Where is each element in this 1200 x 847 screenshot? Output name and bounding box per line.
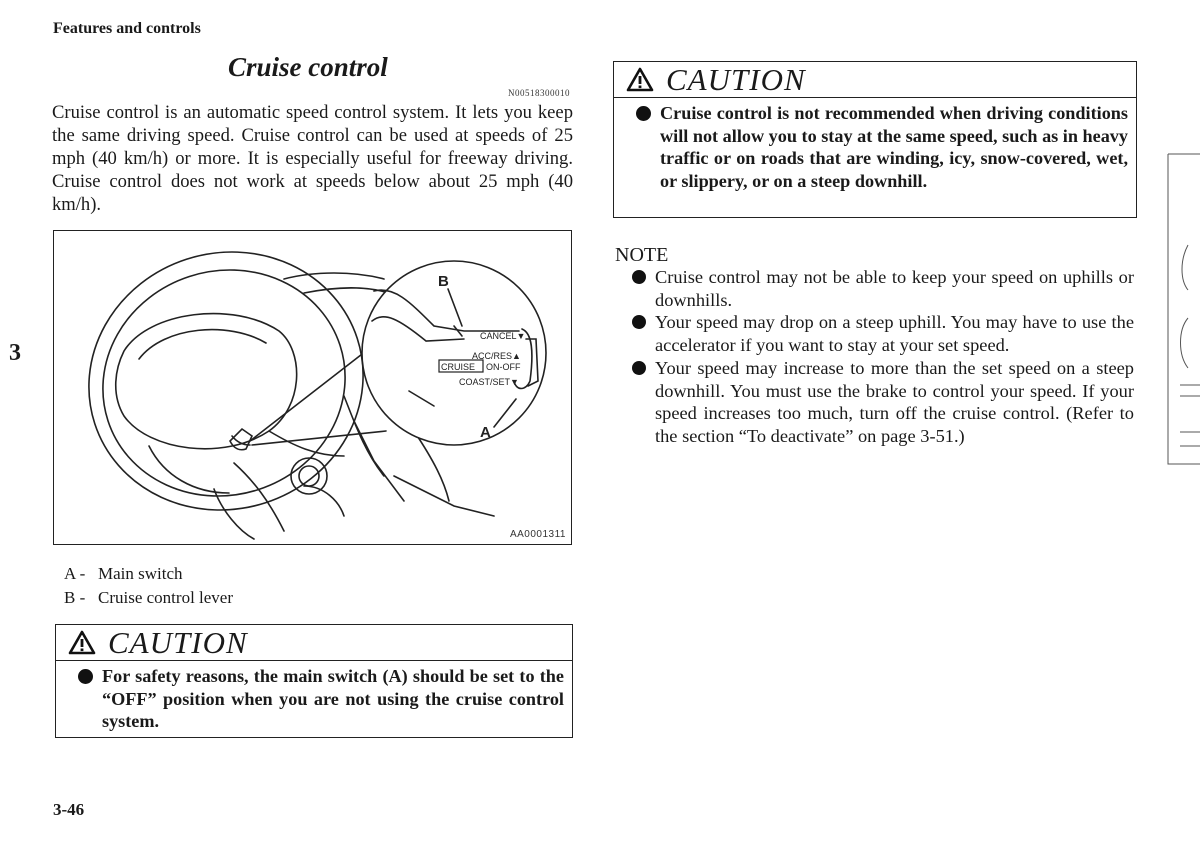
legend-key: B - xyxy=(64,588,86,607)
caution-header xyxy=(56,625,572,661)
figure-legend xyxy=(64,562,233,610)
note-item xyxy=(632,311,1134,356)
caution-box-main-switch xyxy=(55,624,573,738)
caution-header xyxy=(614,62,1136,98)
legend-item xyxy=(64,562,233,586)
acc-res-label: ACC/RES▲ xyxy=(472,351,521,361)
bullet-icon xyxy=(632,315,646,329)
cancel-label: CANCEL▼ xyxy=(480,331,526,341)
bullet-icon xyxy=(632,361,646,375)
legend-item xyxy=(64,586,233,610)
note-text: Your speed may increase to more than the set speed on a steep downhill. You must use the brake to control your speed. If your speed increases too much, turn off the cruise control. (Refer to the section “To deactivate” on page 3-51.) xyxy=(655,357,1134,446)
caution-text: Cruise control is not recommended when driving conditions will not allow you to stay at the same speed, such as in heavy traffic or on roads that are winding, icy, snow-covered, wet, or slippery, or on a steep downhill. xyxy=(660,103,1128,191)
caution-title: CAUTION xyxy=(666,61,806,97)
caution-box-driving-conditions xyxy=(613,61,1137,218)
warning-triangle-icon xyxy=(626,67,654,92)
bullet-icon xyxy=(632,270,646,284)
coast-set-label: COAST/SET▼ xyxy=(459,377,519,387)
intro-paragraph: Cruise control is an automatic speed control system. It lets you keep the same driving speed. Cruise control can be used at speeds of 25 mph (40 km/h) or more. It is especially useful for freeway driving. Cruise control does not work at speeds below about 25 mph (40 km/h). xyxy=(52,102,573,215)
legend-text: Main switch xyxy=(98,564,183,583)
note-text: Cruise control may not be able to keep your speed on uphills or downhills. xyxy=(655,267,1134,310)
steering-wheel-figure xyxy=(53,230,572,545)
note-list xyxy=(632,266,1134,448)
next-page-edge xyxy=(1166,150,1200,468)
caution-title: CAUTION xyxy=(108,624,248,660)
bullet-icon xyxy=(78,669,93,684)
cruise-label: CRUISE xyxy=(441,362,476,372)
warning-triangle-icon xyxy=(68,630,96,655)
note-item xyxy=(632,357,1134,448)
legend-text: Cruise control lever xyxy=(98,588,234,607)
legend-key: A - xyxy=(64,564,86,583)
callout-b: B xyxy=(438,273,449,290)
cruise-control-illustration xyxy=(54,231,570,543)
caution-body xyxy=(614,98,1136,198)
section-header: Features and controls xyxy=(53,20,201,37)
caution-text: For safety reasons, the main switch (A) should be set to the “OFF” position when you are not using the cruise control system. xyxy=(102,666,564,731)
note-heading: NOTE xyxy=(615,244,669,266)
note-text: Your speed may drop on a steep uphill. You may have to use the accelerator if you want to stay at your set speed. xyxy=(655,312,1134,356)
caution-item xyxy=(636,102,1128,192)
on-off-label: ON-OFF xyxy=(486,362,521,372)
caution-item xyxy=(78,665,564,733)
caution-body xyxy=(56,661,572,739)
page-title: Cruise control xyxy=(228,52,388,82)
figure-code: AA0001311 xyxy=(509,529,566,540)
page-number: 3-46 xyxy=(53,800,85,819)
callout-a: A xyxy=(480,424,491,441)
document-code: N00518300010 xyxy=(508,88,570,98)
note-item xyxy=(632,266,1134,311)
bullet-icon xyxy=(636,106,651,121)
section-number: 3 xyxy=(9,340,21,366)
